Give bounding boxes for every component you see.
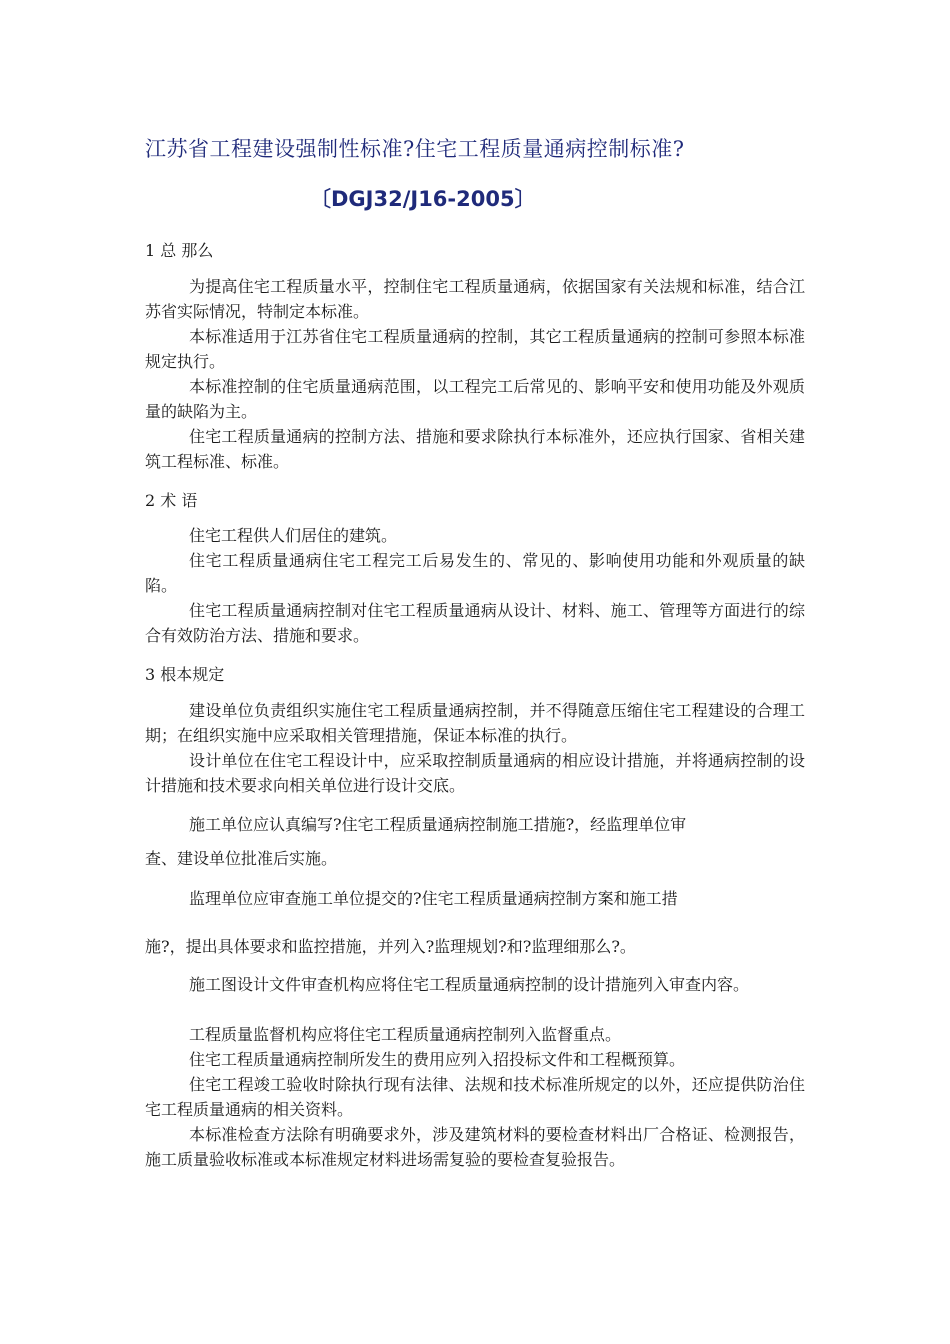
section-heading-1: 1 总 那么 xyxy=(145,241,214,260)
paragraph-line: 施工单位应认真编写?住宅工程质量通病控制施工措施?，经监理单位审 xyxy=(189,815,687,834)
paragraph: 住宅工程质量通病住宅工程完工后易发生的、常见的、影响使用功能和外观质量的缺陷。 xyxy=(145,551,805,595)
paragraph: 住宅工程质量通病控制所发生的费用应列入招投标文件和工程概预算。 xyxy=(189,1050,686,1069)
paragraph-line: 监理单位应审查施工单位提交的?住宅工程质量通病控制方案和施工措 xyxy=(189,889,678,908)
paragraph: 建设单位负责组织实施住宅工程质量通病控制，并不得随意压缩住宅工程建设的合理工期；在组织实施中应采取相关管理措施，保证本标准的执行。 xyxy=(145,701,805,745)
paragraph: 本标准适用于江苏省住宅工程质量通病的控制，其它工程质量通病的控制可参照本标准规定执行。 xyxy=(145,327,805,371)
paragraph: 设计单位在住宅工程设计中，应采取控制质量通病的相应设计措施，并将通病控制的设计措施和技术要求向相关单位进行设计交底。 xyxy=(145,751,805,795)
paragraph-line: 施?，提出具体要求和监控措施，并列入?监理规划?和?监理细那么?。 xyxy=(145,937,636,956)
paragraph: 本标准检查方法除有明确要求外，涉及建筑材料的要检查材料出厂合格证、检测报告，施工质量验收标准或本标准规定材料进场需复验的要检查复验报告。 xyxy=(145,1125,805,1169)
section-heading-3: 3 根本规定 xyxy=(145,665,225,684)
paragraph: 施工图设计文件审查机构应将住宅工程质量通病控制的设计措施列入审查内容。 xyxy=(189,975,750,994)
paragraph: 住宅工程质量通病控制对住宅工程质量通病从设计、材料、施工、管理等方面进行的综合有效防治方法、措施和要求。 xyxy=(145,601,805,645)
paragraph: 工程质量监督机构应将住宅工程质量通病控制列入监督重点。 xyxy=(189,1025,622,1044)
section-heading-2: 2 术 语 xyxy=(145,491,198,510)
paragraph-line: 查、建设单位批准后实施。 xyxy=(145,849,338,868)
paragraph: 为提高住宅工程质量水平，控制住宅工程质量通病，依据国家有关法规和标准，结合江苏省实际情况，特制定本标准。 xyxy=(145,277,805,321)
standard-code: 〔DGJ32/J16-2005〕 xyxy=(310,187,536,211)
paragraph: 住宅工程竣工验收时除执行现有法律、法规和技术标准所规定的以外，还应提供防治住宅工程质量通病的相关资料。 xyxy=(145,1075,805,1119)
document-title: 江苏省工程建设强制性标准?住宅工程质量通病控制标准? xyxy=(145,137,685,161)
paragraph: 本标准控制的住宅质量通病范围，以工程完工后常见的、影响平安和使用功能及外观质量的缺陷为主。 xyxy=(145,377,805,421)
paragraph: 住宅工程供人们居住的建筑。 xyxy=(189,526,398,545)
paragraph: 住宅工程质量通病的控制方法、措施和要求除执行本标准外，还应执行国家、省相关建筑工程标准、标准。 xyxy=(145,427,805,471)
